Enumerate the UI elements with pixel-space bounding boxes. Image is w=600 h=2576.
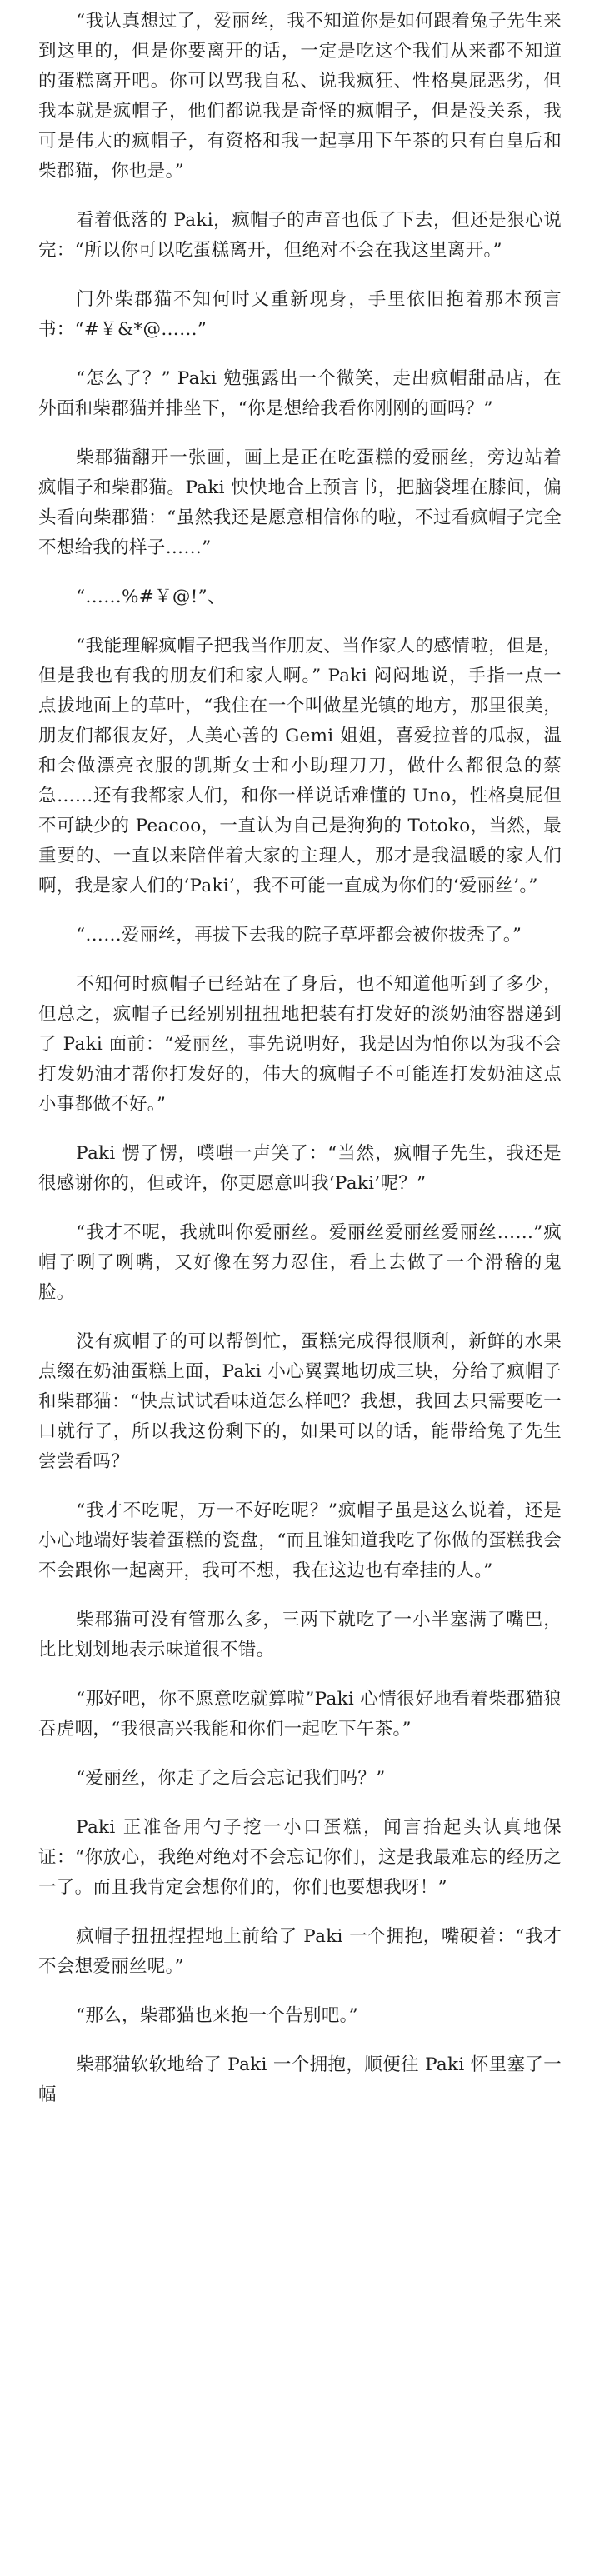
paragraph: “我才不吃呢，万一不好吃呢？”疯帽子虽是这么说着，还是小心地端好装着蛋糕的瓷盘，“而且谁知道我吃了你做的蛋糕我会不会跟你一起离开，我可不想，我在这边也有牵挂的人。”: [38, 1500, 562, 1581]
paragraph: “……%#￥@!”、: [76, 587, 226, 607]
paragraph: “爱丽丝，你走了之后会忘记我们吗？”: [76, 1768, 386, 1789]
paragraph: 门外柴郡猫不知何时又重新现身，手里依旧抱着那本预言书：“#￥&*@……”: [38, 289, 562, 340]
paragraph: 没有疯帽子的可以帮倒忙，蛋糕完成得很顺利，新鲜的水果点缀在奶油蛋糕上面，Paki 小心翼翼地切成三块，分给了疯帽子和柴郡猫：“快点试试看味道怎么样吧？我想，我回去只需要吃一口就行了，所以我这份剩下的，如果可以的话，能带给兔子先生尝尝看吗？: [38, 1331, 562, 1472]
paragraph: “那么，柴郡猫也来抱一个告别吧。”: [76, 2005, 358, 2026]
paragraph: 柴郡猫可没有管那么多，三两下就吃了一小半塞满了嘴巴，比比划划地表示味道很不错。: [38, 1610, 562, 1660]
paragraph: 看着低落的 Paki，疯帽子的声音也低了下去，但还是狠心说完：“所以你可以吃蛋糕离开，但绝对不会在我这里离开。”: [38, 210, 562, 261]
paragraph: “那好吧，你不愿意吃就算啦”Paki 心情很好地看着柴郡猫狼吞虎咽，“我很高兴我能和你们一起吃下午茶。”: [38, 1689, 562, 1740]
paragraph: Paki 愣了愣，噗嗤一声笑了：“当然，疯帽子先生，我还是很感谢你的，但或许，你更愿意叫我‘Paki’呢？”: [38, 1143, 562, 1194]
paragraph: 柴郡猫软软地给了 Paki 一个拥抱，顺便往 Paki 怀里塞了一幅: [38, 2054, 562, 2105]
paragraph: 柴郡猫翻开一张画，画上是正在吃蛋糕的爱丽丝，旁边站着疯帽子和柴郡猫。Paki 怏怏地合上预言书，把脑袋埋在膝间，偏头看向柴郡猫：“虽然我还是愿意相信你的啦，不过看疯帽子完全不想给我的样子……”: [38, 447, 562, 558]
paragraph: “我才不呢，我就叫你爱丽丝。爱丽丝爱丽丝爱丽丝……”疯帽子咧了咧嘴，又好像在努力忍住，看上去做了一个滑稽的鬼脸。: [38, 1222, 562, 1303]
paragraph: 疯帽子扭扭捏捏地上前给了 Paki 一个拥抱，嘴硬着：“我才不会想爱丽丝呢。”: [38, 1926, 562, 1977]
story-text: [38, 7, 562, 2129]
paragraph: “怎么了？” Paki 勉强露出一个微笑，走出疯帽甜品店，在外面和柴郡猫并排坐下，“你是想给我看你刚刚的画吗？”: [38, 368, 562, 419]
paragraph: “我能理解疯帽子把我当作朋友、当作家人的感情啦，但是，但是我也有我的朋友们和家人啊。” Paki 闷闷地说，手指一点一点拔地面上的草叶，“我住在一个叫做星光镇的地方，那里很美，朋友们都很友好，人美心善的 Gemi 姐姐，喜爱拉普的瓜叔，温和会做漂亮衣服的凯斯女士和小助理刀刀，做什么都很急的蔡急……还有我都家人们，和你一样说话难懂的 Uno，性格臭屁但不可缺少的 Peacoo，一直认为自己是狗狗的 Totoko，当然，最重要的、一直以来陪伴着大家的主理人，那才是我温暖的家人们啊，我是家人们的‘Paki’，我不可能一直成为你们的‘爱丽丝’。”: [38, 636, 562, 896]
paragraph: “我认真想过了，爱丽丝，我不知道你是如何跟着兔子先生来到这里的，但是你要离开的话，一定是吃这个我们从来都不知道的蛋糕离开吧。你可以骂我自私、说我疯狂、性格臭屁恶劣，但我本就是疯帽子，他们都说我是奇怪的疯帽子，但是没关系，我可是伟大的疯帽子，有资格和我一起享用下午茶的只有白皇后和柴郡猫，你也是。”: [38, 11, 562, 182]
paragraph: 不知何时疯帽子已经站在了身后，也不知道他听到了多少，但总之，疯帽子已经别别扭扭地把装有打发好的淡奶油容器递到了 Paki 面前：“爱丽丝，事先说明好，我是因为怕你以为我不会打发奶油才帮你打发好的，伟大的疯帽子不可能连打发奶油这点小事都做不好。”: [38, 974, 562, 1115]
paragraph: Paki 正准备用勺子挖一小口蛋糕，闻言抬起头认真地保证：“你放心，我绝对绝对不会忘记你们，这是我最难忘的经历之一了。而且我肯定会想你们的，你们也要想我呀！”: [38, 1817, 562, 1898]
paragraph: “……爱丽丝，再拔下去我的院子草坪都会被你拔秃了。”: [76, 925, 522, 946]
